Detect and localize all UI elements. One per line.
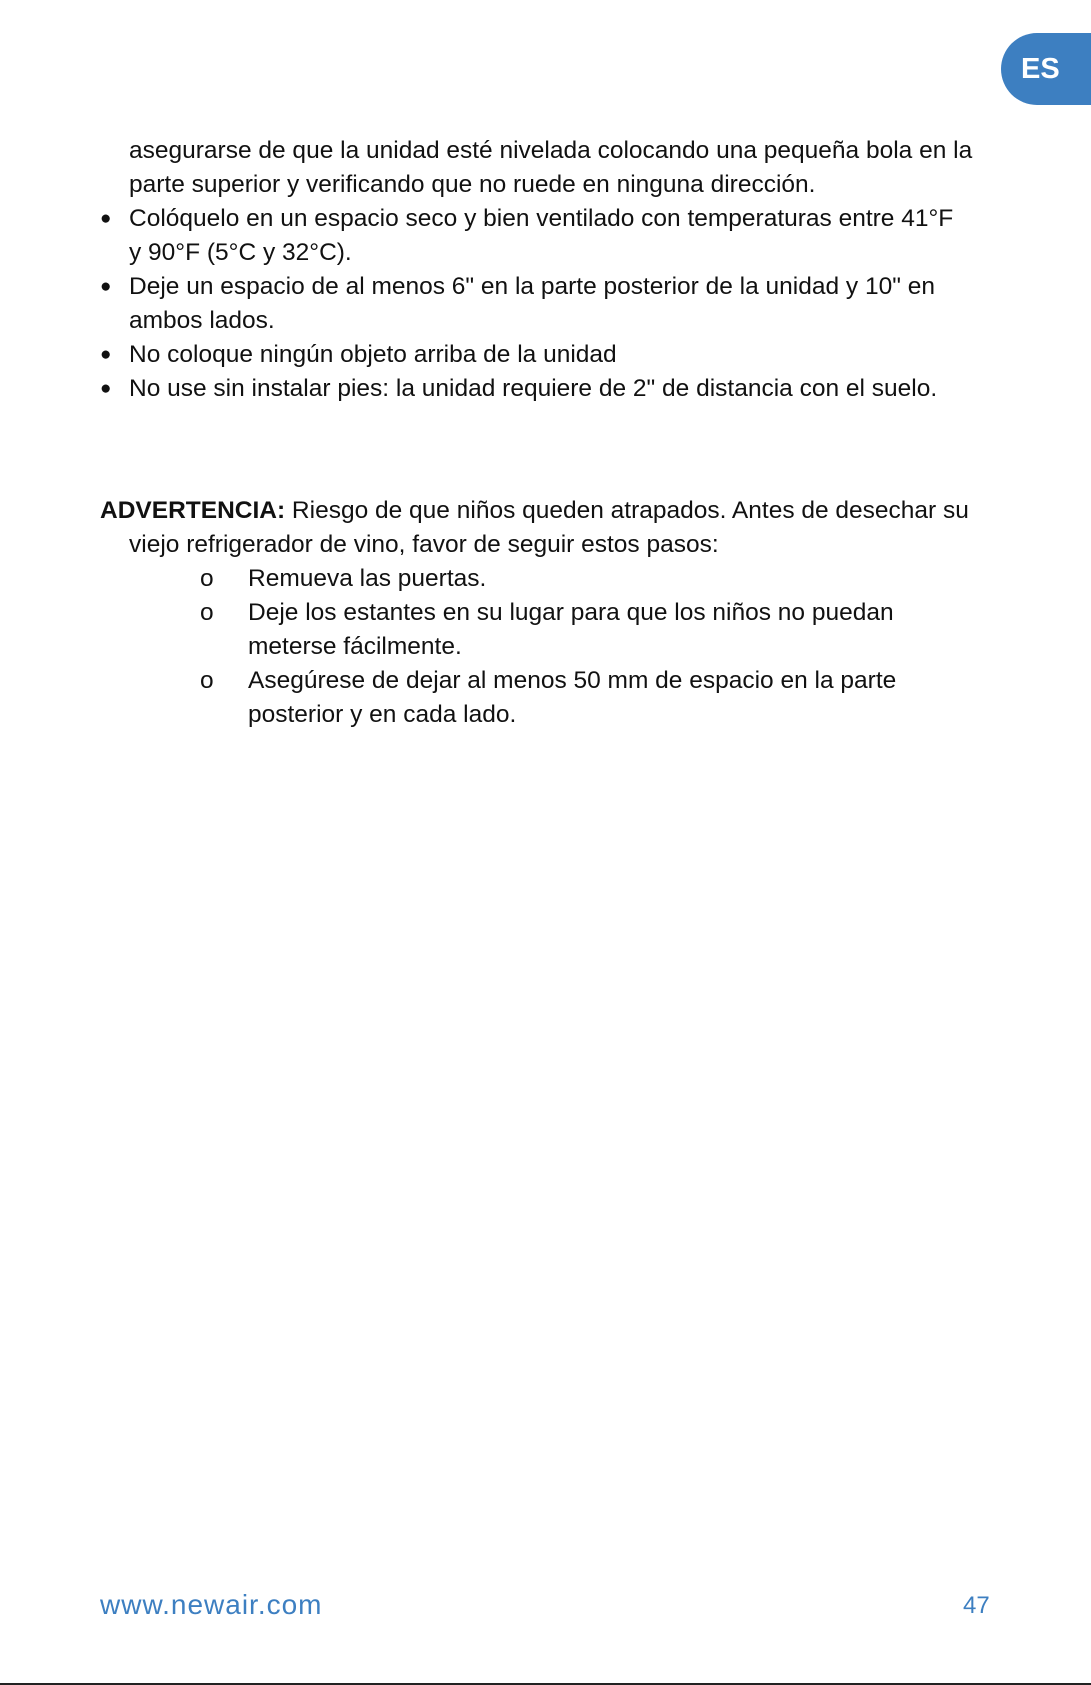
language-tab: ES <box>1001 33 1091 105</box>
list-item-text: Deje un espacio de al menos 6" en la parte posterior de la unidad y 10" en <box>129 273 935 300</box>
list-item-text: No coloque ningún objeto arriba de la unidad <box>129 341 617 368</box>
bullet-icon: ● <box>100 208 112 229</box>
warning-label: ADVERTENCIA: <box>100 497 286 524</box>
sub-list-item-text: posterior y en cada lado. <box>248 700 517 728</box>
sub-list-item <box>200 596 960 663</box>
list-item-text: Colóquelo en un espacio seco y bien ventilado con temperaturas entre 41°F <box>129 205 954 232</box>
bullet-icon: ● <box>100 276 112 297</box>
sub-list-item <box>200 664 960 731</box>
sub-list-item-text: meterse fácilmente. <box>248 632 462 660</box>
list-item-text: ambos lados. <box>129 306 275 334</box>
list-item <box>100 202 1000 269</box>
bullet-icon: ● <box>100 378 112 399</box>
intro-line: parte superior y verificando que no ruede en ninguna dirección. <box>129 171 816 198</box>
warning-paragraph <box>100 494 1000 528</box>
circle-bullet-icon: o <box>200 667 214 694</box>
sub-list-item-text: Remueva las puertas. <box>248 565 487 592</box>
sub-list-item-text: Asegúrese de dejar al menos 50 mm de espacio en la parte <box>248 667 897 694</box>
list-item <box>100 338 1000 372</box>
footer-website-link[interactable]: www.newair.com <box>100 1589 323 1620</box>
list-item <box>100 270 1000 337</box>
circle-bullet-icon: o <box>200 599 214 626</box>
sub-list-item-text: Deje los estantes en su lugar para que los niños no puedan <box>248 599 894 626</box>
circle-bullet-icon: o <box>200 565 214 592</box>
list-item <box>100 372 1000 406</box>
warning-text: Riesgo de que niños queden atrapados. Antes de desechar su <box>285 497 969 524</box>
page-number: 47 <box>963 1592 990 1619</box>
intro-line: asegurarse de que la unidad esté nivelada colocando una pequeña bola en la <box>129 137 973 164</box>
list-item-text: y 90°F (5°C y 32°C). <box>129 238 352 266</box>
bullet-icon: ● <box>100 344 112 365</box>
list-item-text: No use sin instalar pies: la unidad requiere de 2" de distancia con el suelo. <box>129 375 938 402</box>
sub-list-item <box>200 562 960 596</box>
warning-text-continued: viejo refrigerador de vino, favor de seguir estos pasos: <box>129 531 719 558</box>
